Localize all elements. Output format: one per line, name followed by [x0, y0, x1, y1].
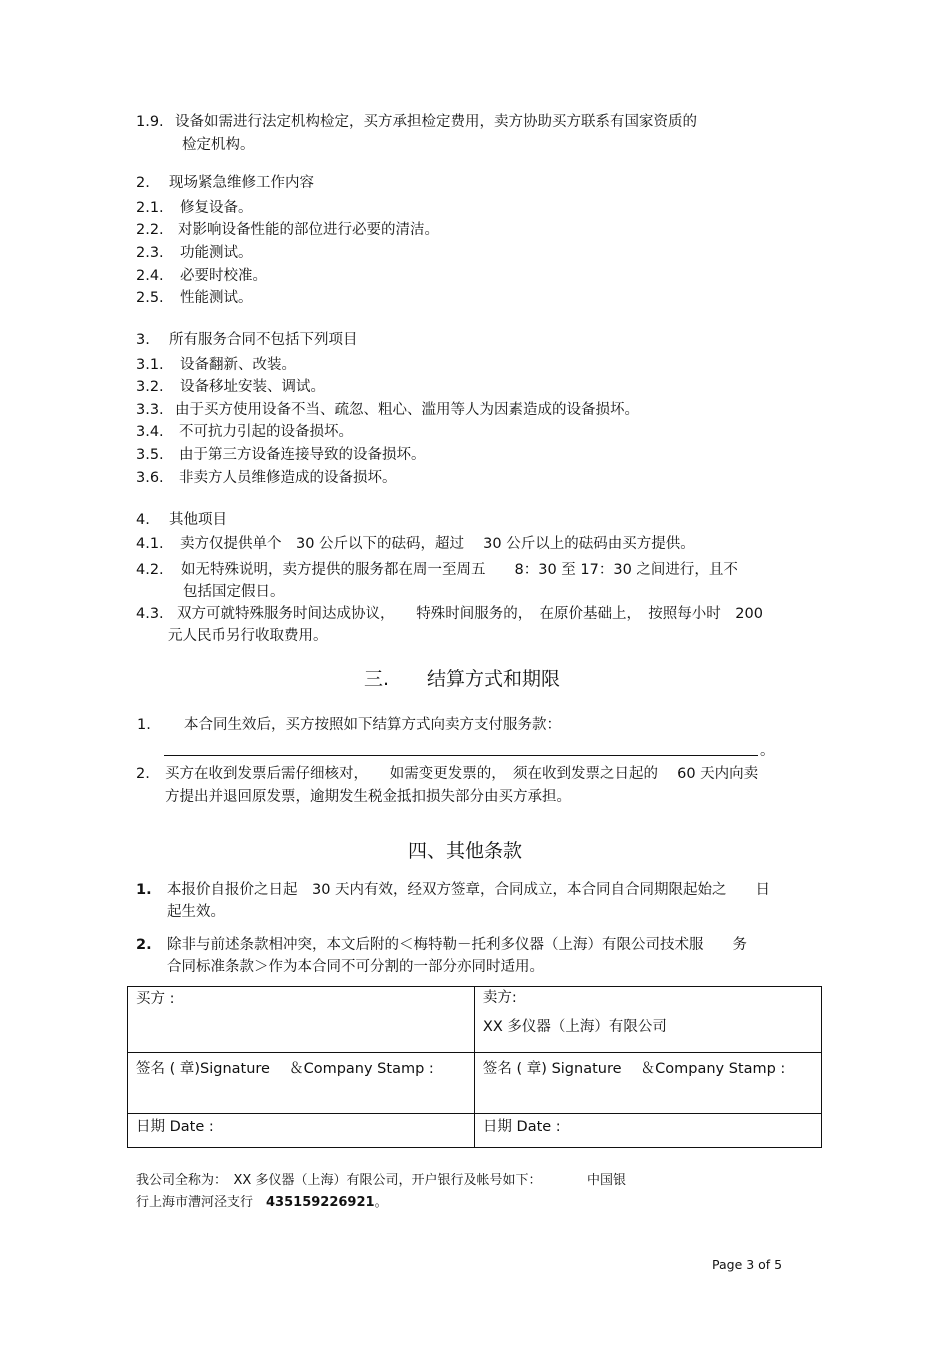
- item-text: 非卖方人员维修造成的设备损坏。: [179, 470, 397, 486]
- buyer-label: 买方 :: [136, 991, 175, 1007]
- item-number: 2.5.: [136, 290, 164, 306]
- item-text: 双方可就特殊服务时间达成协议， 特殊时间服务的， 在原价基础上， 按照每小时 200: [177, 606, 763, 622]
- payment-method-blank-line: [164, 755, 758, 756]
- item-text: 由于第三方设备连接导致的设备损坏。: [179, 447, 426, 463]
- section-number: 4.: [136, 512, 150, 528]
- buyer-signature-cell: [128, 1053, 475, 1114]
- seller-signature-cell: [474, 1053, 821, 1114]
- item-number: 3.6.: [136, 470, 164, 486]
- bank-info-end: 。: [374, 1195, 388, 1210]
- item-text-continued: 包括国定假日。: [183, 584, 285, 600]
- buyer-date-label: 日期 Date :: [136, 1119, 214, 1135]
- item-number: 2.2.: [136, 222, 164, 238]
- seller-name: XX 多仪器（上海）有限公司: [482, 1019, 667, 1035]
- seller-date-label: 日期 Date :: [482, 1119, 561, 1135]
- item-number: 1.9.: [136, 114, 164, 130]
- clause-text: 本报价自报价之日起 30 天内有效，经双方签章，合同成立，本合同自合同期限起始之 日: [167, 882, 771, 898]
- buyer-cell: [128, 987, 475, 1053]
- bank-name: 行上海市漕河泾支行: [136, 1195, 267, 1210]
- buyer-date-cell: [128, 1114, 475, 1148]
- company-info-line: 我公司全称为： XX 多仪器（上海）有限公司，开户银行及帐号如下： 中国银: [136, 1173, 626, 1188]
- item-text: 设备翻新、改装。: [180, 357, 296, 373]
- item-text: 性能测试。: [180, 290, 253, 306]
- item-text: 卖方仅提供单个 30 公斤以下的砝码，超过 30 公斤以上的砝码由买方提供。: [180, 536, 695, 552]
- item-number: 2.4.: [136, 268, 164, 284]
- item-text: 对影响设备性能的部位进行必要的清洁。: [178, 222, 439, 238]
- item-text: 由于买方使用设备不当、疏忽、粗心、滥用等人为因素造成的设备损坏。: [175, 402, 639, 418]
- item-text: 修复设备。: [180, 200, 253, 216]
- item-number: 2.3.: [136, 245, 164, 261]
- clause-end-mark: 。: [760, 743, 775, 759]
- item-number: 3.1.: [136, 357, 164, 373]
- section-number: 2.: [136, 175, 150, 191]
- section-number: 3.: [136, 332, 150, 348]
- clause-number: 1.: [136, 882, 152, 898]
- item-number: 3.5.: [136, 447, 164, 463]
- clause-number: 1.: [137, 717, 151, 733]
- item-text-continued: 检定机构。: [182, 137, 255, 153]
- section-heading-other-terms: 四、其他条款: [408, 840, 523, 862]
- item-number: 4.2.: [136, 562, 164, 578]
- item-number: 3.3.: [136, 402, 164, 418]
- clause-number: 2.: [136, 937, 152, 953]
- section-title: 其他项目: [169, 512, 227, 528]
- item-number: 3.2.: [136, 379, 164, 395]
- seller-signature-label: 签名 ( 章) Signature ＆Company Stamp :: [482, 1061, 786, 1077]
- page-number: Page 3 of 5: [712, 1257, 783, 1272]
- section-heading-settlement: 三. 结算方式和期限: [364, 668, 561, 690]
- item-number: 4.3.: [136, 606, 164, 622]
- item-text: 设备移址安装、调试。: [180, 379, 325, 395]
- buyer-signature-label: 签名 ( 章)Signature ＆Company Stamp :: [136, 1061, 434, 1077]
- clause-number: 2.: [136, 766, 150, 782]
- item-text: 必要时校准。: [180, 268, 267, 284]
- clause-text: 买方在收到发票后需仔细核对， 如需变更发票的， 须在收到发票之日起的 60 天内向卖: [165, 766, 759, 782]
- seller-label: 卖方:: [482, 990, 517, 1006]
- clause-text-continued: 方提出并退回原发票，逾期发生税金抵扣损失部分由买方承担。: [165, 789, 571, 805]
- clause-text-continued: 合同标准条款＞作为本合同不可分割的一部分亦同时适用。: [167, 959, 544, 975]
- seller-date-cell: [474, 1114, 821, 1148]
- clause-text: 本合同生效后，买方按照如下结算方式向卖方支付服务款：: [184, 717, 561, 733]
- item-number: 4.1.: [136, 536, 164, 552]
- item-number: 2.1.: [136, 200, 164, 216]
- section-title: 现场紧急维修工作内容: [169, 175, 314, 191]
- item-text: 不可抗力引起的设备损坏。: [179, 424, 353, 440]
- item-text-continued: 元人民币另行收取费用。: [168, 628, 328, 644]
- bank-info-line: [136, 1191, 388, 1210]
- item-text: 设备如需进行法定机构检定，买方承担检定费用，卖方协助买方联系有国家资质的: [175, 114, 697, 130]
- item-text: 如无特殊说明，卖方提供的服务都在周一至周五 8：30 至 17：30 之间进行，且不: [181, 562, 738, 578]
- item-number: 3.4.: [136, 424, 164, 440]
- bank-account-number: 435159226921: [266, 1195, 375, 1210]
- signature-table: [127, 986, 822, 1148]
- clause-text-continued: 起生效。: [167, 904, 225, 920]
- clause-text: 除非与前述条款相冲突，本文后附的＜梅特勒－托利多仪器（上海）有限公司技术服 务: [167, 937, 747, 953]
- item-text: 功能测试。: [180, 245, 253, 261]
- seller-cell: [474, 987, 821, 1053]
- section-title: 所有服务合同不包括下列项目: [169, 332, 358, 348]
